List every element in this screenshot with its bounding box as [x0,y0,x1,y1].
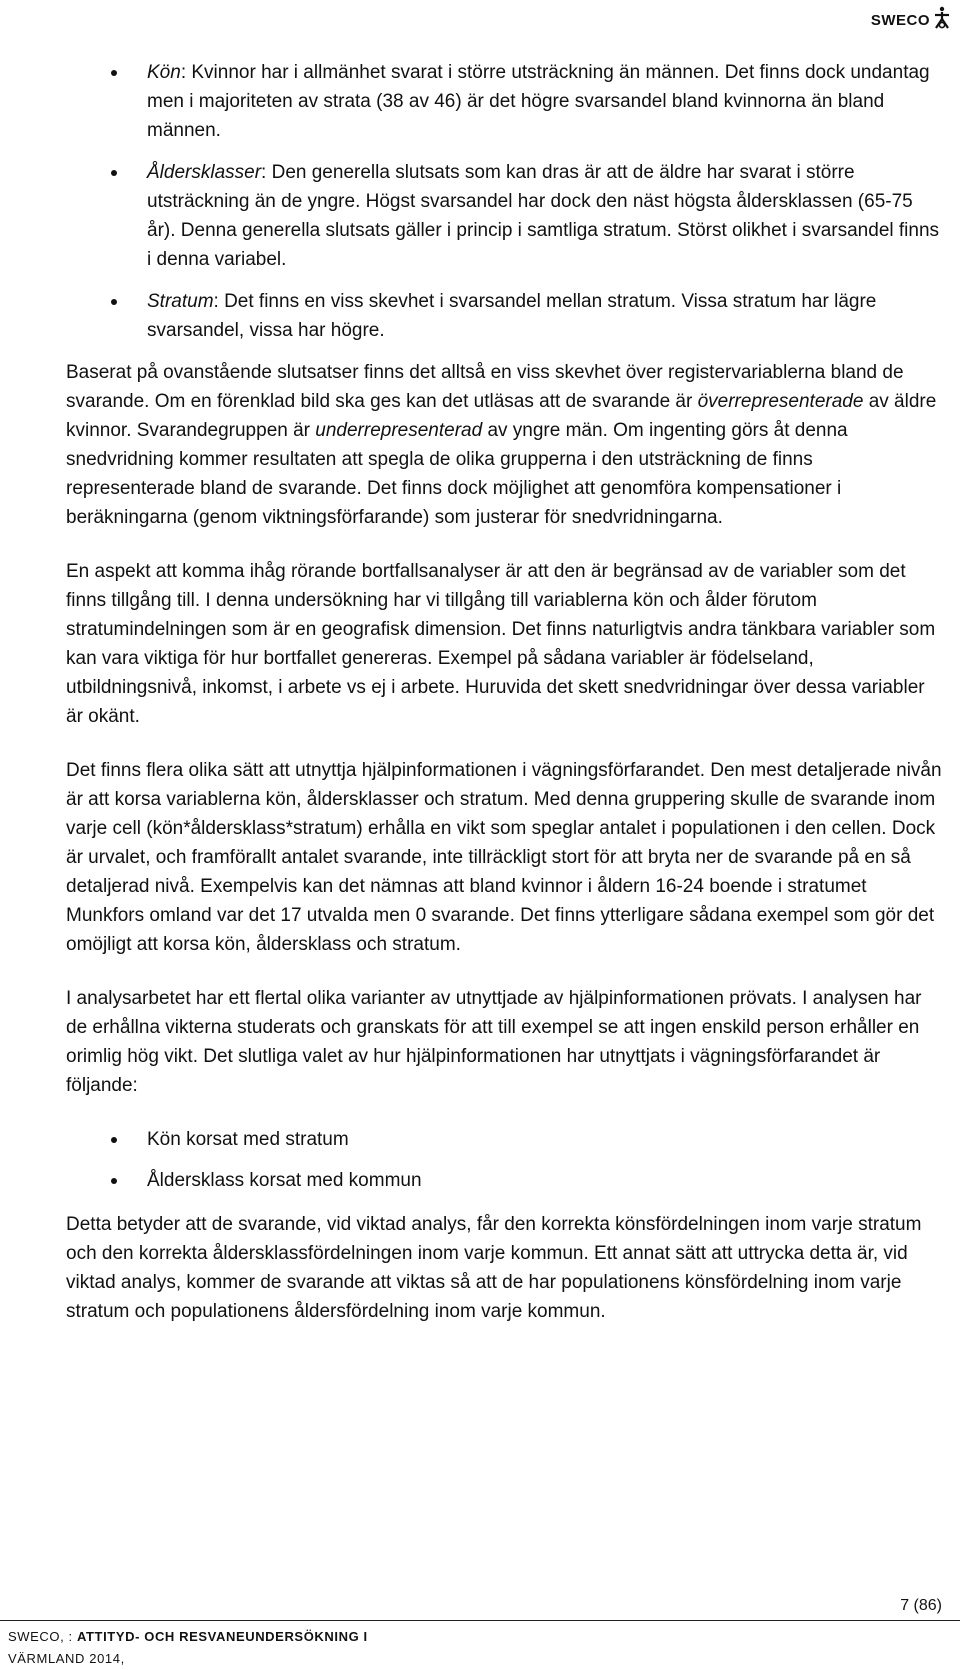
emphasis-text: överrepresenterade [697,391,864,412]
page-number: 7 (86) [900,1597,942,1614]
paragraph-weighting-methods: Det finns flera olika sätt att utnyttja hjälpinformationen i vägningsförfarandet. Den mest detaljerade nivån är att korsa variablerna kön, åldersklasser och stratum. Med denna gruppering skulle de svarande inom varje cell (kön*åldersklass*stratum) erhålla en vikt som speglar antalet i populationen i den cellen. Dock är urvalet, och framförallt antalet svarande, inte tillräckligt stort för att bryta ner de svarande på en så detaljerad nivå. Exempelvis kan det nämnas att bland kvinnor i åldern 16-24 boende i stratumet Munkfors omland var det 17 utvalda men 0 svarande. Det finns ytterligare sådana exempel som gör det omöjligt att korsa kön, åldersklass och stratum. [66,760,942,955]
list-item-stratum [66,287,946,345]
sweco-logo-icon [932,6,952,30]
list-item-age-classes [66,158,946,274]
footer-line-2: VÄRMLAND 2014, [8,1651,125,1666]
weighting-list [66,1125,946,1195]
paragraph-text: av yngre män. Om ingenting görs åt denna snedvridning kommer resultaten att spegla de olika grupperna i den utsträckning de finns representerade bland de svarande. Det finns dock möjlighet att genomföra kompensationer i beräkningarna (genom viktningsförfarande) som justerar för snedvridningarna. [66,420,848,528]
sweco-logo [871,6,952,30]
list-item-gender-stratum: Kön korsat med stratum [66,1125,946,1154]
list-item-gender [66,58,946,145]
paragraph-dropout-analysis: En aspekt att komma ihåg rörande bortfallsanalyser är att den är begränsad av de variabler som det finns tillgång till. I denna undersökning har vi tillgång till variablerna kön och ålder förutom stratumindelningen som är en geografisk dimension. Det finns naturligtvis andra tänkbara variabler som kan vara viktiga för hur bortfallet genereras. Exempel på sådana variabler är födelseland, utbildningsnivå, inkomst, i arbete vs ej i arbete. Huruvida det skett snedvridningar över dessa variabler är okänt. [66,561,936,727]
footer-company: SWECO, : [8,1629,77,1644]
findings-list [66,58,946,345]
list-item-term: Åldersklasser [147,162,262,183]
list-item-text: : Kvinnor har i allmänhet svarat i större utsträckning än männen. Det finns dock undantag men i majoriteten av strata (38 av 46) är det högre svarsandel bland kvinnorna än bland männen. [147,62,930,141]
document-body [66,58,946,1351]
footer-title: ATTITYD- OCH RESVANEUNDERSÖKNING I [76,1629,368,1644]
list-item-term: Stratum [147,291,214,312]
list-item-term: Kön [147,62,181,83]
footer-line-1 [8,1626,368,1648]
paragraph-skewness [66,358,946,532]
list-item-text: : Den generella slutsats som kan dras är att de äldre har svarat i större utsträckning än de yngre. Högst svarsandel har dock den näst högsta åldersklassen (65-75 år). Denna generella slutsats gäller i princip i samtliga stratum. Störst olikhet i svarsandel finns i denna variabel. [147,162,940,270]
paragraph-text: Baserat på ovanstående slutsatser finns det alltså en viss skevhet över registervariablerna bland de svarande. Om en förenklad bild ska ges kan det utläsas att de svarande är [66,362,904,412]
list-item-text: : Det finns en viss skevhet i svarsandel mellan stratum. Vissa stratum har lägre svarsandel, vissa har högre. [147,291,877,341]
footer [8,1626,368,1670]
paragraph-final-choice: I analysarbetet har ett flertal olika varianter av utnyttjade av hjälpinformationen prövats. I analysen har de erhållna vikterna studerats och granskats för att till exempel se att ingen enskild person erhåller en orimlig hög vikt. Det slutliga valet av hur hjälpinformationen har utnyttjats i vägningsförfarandet är följande: [66,988,922,1096]
list-item-age-municipality: Åldersklass korsat med kommun [66,1166,946,1195]
paragraph-conclusion: Detta betyder att de svarande, vid viktad analys, får den korrekta könsfördelningen inom varje stratum och den korrekta åldersklassfördelningen inom varje kommun. Ett annat sätt att uttrycka detta är, vid viktad analys, kommer de svarande att viktas så att de har populationens könsfördelning inom varje stratum och populationens åldersfördelning inom varje kommun. [66,1214,922,1322]
logo-text: SWECO [870,12,930,29]
emphasis-text: underrepresenterad [315,420,483,441]
footer-divider [0,1620,960,1621]
paragraph-text: av äldre kvinnor. Svarandegruppen är [66,391,937,441]
